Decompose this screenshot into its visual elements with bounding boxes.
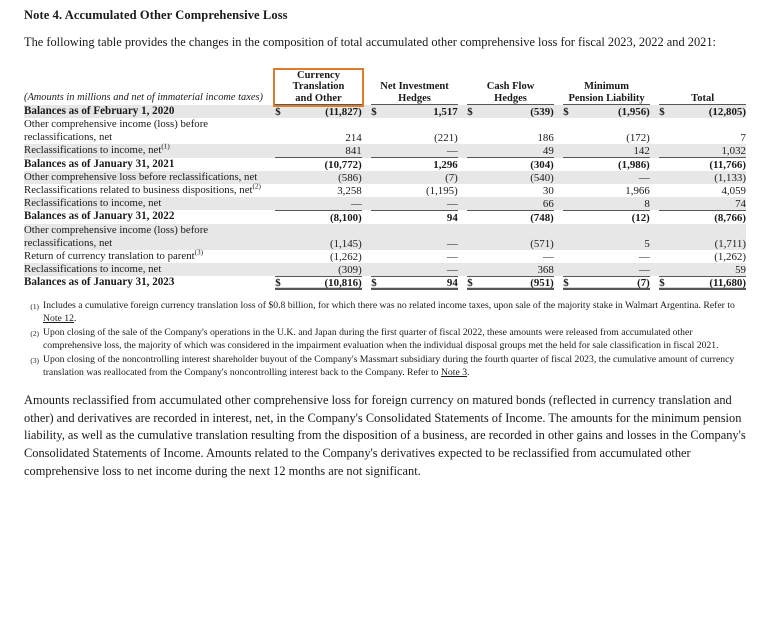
table-cell-value: 4,059 xyxy=(721,185,746,198)
units-note: (Amounts in millions and net of immaterial income taxes) xyxy=(24,92,263,104)
currency-symbol xyxy=(467,144,482,157)
table-cell-value: — xyxy=(638,251,650,264)
currency-symbol xyxy=(563,171,578,184)
column-gap xyxy=(362,144,371,157)
currency-symbol: $ xyxy=(659,105,674,118)
currency-symbol xyxy=(563,210,578,223)
table-cell-value: 3,258 xyxy=(337,185,362,198)
table-cell-value: — xyxy=(578,171,650,184)
table-cell-value: 74 xyxy=(674,197,746,210)
column-header-line: Total xyxy=(691,92,715,104)
aoci-table xyxy=(24,70,746,291)
currency-symbol: $ xyxy=(563,105,578,118)
currency-symbol: $ xyxy=(659,276,674,289)
footnote-marker: (2) xyxy=(252,182,261,191)
currency-symbol xyxy=(563,250,578,263)
column-header-line: Hedges xyxy=(494,92,527,104)
column-gap xyxy=(362,118,371,144)
column-gap xyxy=(554,276,563,289)
column-gap xyxy=(650,171,659,184)
currency-symbol xyxy=(659,224,674,250)
currency-symbol: $ xyxy=(467,105,482,118)
column-gap xyxy=(362,105,371,118)
table-cell-value: (10,816) xyxy=(290,276,362,289)
table-cell-value: (540) xyxy=(482,171,554,184)
table-row xyxy=(24,224,746,250)
currency-symbol xyxy=(563,197,578,210)
column-gap xyxy=(458,197,467,210)
table-cell-value: 7 xyxy=(740,132,746,145)
column-gap xyxy=(458,105,467,118)
currency-symbol xyxy=(467,197,482,210)
table-cell-value: 94 xyxy=(386,276,458,289)
row-label: Balances as of February 1, 2020 xyxy=(24,105,275,118)
column-gap xyxy=(554,171,563,184)
currency-symbol xyxy=(659,184,674,197)
column-gap xyxy=(362,276,371,289)
currency-symbol: $ xyxy=(275,276,290,289)
footnotes xyxy=(24,299,746,379)
currency-symbol xyxy=(659,118,674,144)
currency-symbol xyxy=(275,184,290,197)
table-body xyxy=(24,105,746,290)
currency-symbol xyxy=(659,263,674,276)
table-cell-value: 186 xyxy=(537,132,554,145)
header-gap xyxy=(554,70,563,105)
table-cell-value: (1,956) xyxy=(578,105,650,118)
currency-symbol xyxy=(371,224,386,250)
currency-symbol xyxy=(467,250,482,263)
column-gap xyxy=(554,144,563,157)
column-gap xyxy=(458,171,467,184)
row-label: Reclassifications related to business dispositions, net$^{(2)}$ xyxy=(24,182,261,196)
currency-symbol xyxy=(275,197,290,210)
footnote-text: Includes a cumulative foreign currency translation loss of $0.8 billion, for which there was no related income taxes, upon sale of the majority stake in Walmart Argentina. Refer to Note 12. xyxy=(43,300,735,325)
currency-symbol xyxy=(371,263,386,276)
footnote-text: Upon closing of the noncontrolling interest shareholder buyout of the Company's Massmart subsidiary during the fourth quarter of fiscal 2023, the cumulative amount of currency translation was reallocated from the Company's noncontrolling interest back to the Company. Refer to Note 3. xyxy=(43,354,735,379)
row-label: Balances as of January 31, 2022 xyxy=(24,210,175,223)
currency-symbol xyxy=(563,224,578,250)
table-cell-value: — xyxy=(386,263,458,276)
currency-symbol xyxy=(659,158,674,171)
currency-symbol xyxy=(371,197,386,210)
currency-symbol xyxy=(275,171,290,184)
header-gap xyxy=(362,70,371,105)
footnote xyxy=(24,299,746,325)
column-header-line: Minimum xyxy=(584,81,629,93)
currency-symbol xyxy=(563,118,578,144)
column-gap xyxy=(650,105,659,118)
table-cell-value: 94 xyxy=(386,210,458,223)
table-cell-value: 8 xyxy=(578,197,650,210)
table-cell-value: (12) xyxy=(578,210,650,223)
table-cell-value: 1,966 xyxy=(625,185,650,198)
column-gap xyxy=(362,224,371,250)
table-cell-value: (951) xyxy=(482,276,554,289)
page-title: Note 4. Accumulated Other Comprehensive Loss xyxy=(24,8,288,22)
table-cell-value: (1,262) xyxy=(714,251,746,264)
table-cell-value: — xyxy=(542,251,554,264)
table-header-row xyxy=(24,70,746,105)
table-row xyxy=(24,105,746,118)
table-cell-value: (1,262) xyxy=(329,251,362,264)
table-cell-value: (11,766) xyxy=(674,158,746,171)
currency-symbol xyxy=(371,210,386,223)
currency-symbol xyxy=(467,263,482,276)
column-gap xyxy=(362,171,371,184)
footnote-text: Upon closing of the sale of the Company's operations in the U.K. and Japan during the first quarter of fiscal 2022, these amounts were released from accumulated other comprehensive loss, the majority of which was considered in the impairment evaluation when the individual disposal groups met the held for sale classification in fiscal 2021. xyxy=(43,327,719,352)
currency-symbol xyxy=(659,250,674,263)
table-cell-value: — xyxy=(446,251,458,264)
currency-symbol: $ xyxy=(467,276,482,289)
column-gap xyxy=(650,276,659,289)
currency-symbol xyxy=(467,171,482,184)
currency-symbol xyxy=(659,197,674,210)
currency-symbol: $ xyxy=(563,276,578,289)
currency-symbol xyxy=(275,158,290,171)
column-header-line: Pension Liability xyxy=(568,92,645,104)
column-header-line: Translation xyxy=(292,81,345,93)
column-gap xyxy=(458,158,467,171)
table-row xyxy=(24,197,746,210)
table-cell-value: (539) xyxy=(482,105,554,118)
currency-symbol xyxy=(467,210,482,223)
table-cell-value: 214 xyxy=(345,132,362,145)
column-gap xyxy=(554,263,563,276)
row-label: Balances as of January 31, 2023 xyxy=(24,276,175,289)
table-cell-value: (586) xyxy=(290,171,362,184)
currency-symbol xyxy=(371,158,386,171)
column-gap xyxy=(458,118,467,144)
table-row xyxy=(24,118,746,144)
column-gap xyxy=(650,224,659,250)
column-gap xyxy=(362,184,371,197)
currency-symbol xyxy=(371,118,386,144)
footnote-marker: (1) xyxy=(30,302,39,312)
column-header-cash-flow-hedges xyxy=(467,70,554,105)
table-cell-value: 5 xyxy=(578,224,650,250)
column-gap xyxy=(458,276,467,289)
currency-symbol xyxy=(659,144,674,157)
column-gap xyxy=(650,144,659,157)
currency-symbol xyxy=(275,210,290,223)
column-gap xyxy=(650,158,659,171)
currency-symbol: $ xyxy=(275,105,290,118)
footnote-marker: (3) xyxy=(30,356,39,366)
column-gap xyxy=(650,263,659,276)
table-cell-value: 49 xyxy=(482,144,554,157)
footnote-marker: (3) xyxy=(194,248,203,257)
column-header-line: Cash Flow xyxy=(486,81,535,93)
header-gap xyxy=(650,70,659,105)
table-cell-value: 1,296 xyxy=(386,158,458,171)
currency-symbol xyxy=(371,184,386,197)
table-cell-value: — xyxy=(578,263,650,276)
table-cell-value: (12,805) xyxy=(674,105,746,118)
closing-paragraph: Amounts reclassified from accumulated other comprehensive loss for foreign currency on matured bonds (reflected in currency translation and other) and derivatives are recorded in interest, net, in the Company's Consolidated Statements of Income. The amounts for the minimum pension liability, as well as the cumulative translation resulting from the disposition of a business, are recorded in other gains and losses in the Company's Consolidated Statements of Income. Amounts related to the Company's derivatives expected to be reclassified from accumulated other comprehensive loss to net income during the next 12 months are not significant. xyxy=(24,393,746,478)
column-gap xyxy=(362,158,371,171)
currency-symbol xyxy=(563,184,578,197)
column-gap xyxy=(458,144,467,157)
table-row xyxy=(24,263,746,276)
column-header-currency-translation-and-other xyxy=(275,70,362,105)
column-gap xyxy=(362,250,371,263)
table-row xyxy=(24,210,746,223)
table-row xyxy=(24,276,746,289)
table-cell-value: 59 xyxy=(674,263,746,276)
column-header-line: Currency xyxy=(296,69,340,81)
table-cell-value: (748) xyxy=(482,210,554,223)
row-label: Reclassifications to income, net$^{(1)}$ xyxy=(24,144,275,157)
table-row xyxy=(24,171,746,184)
column-gap xyxy=(458,224,467,250)
table-cell-value: 368 xyxy=(482,263,554,276)
column-gap xyxy=(362,197,371,210)
column-gap xyxy=(554,210,563,223)
row-label: Other comprehensive loss before reclassifications, net xyxy=(24,171,275,184)
table-cell-value: (309) xyxy=(290,263,362,276)
currency-symbol xyxy=(275,144,290,157)
header-gap xyxy=(458,70,467,105)
currency-symbol xyxy=(563,158,578,171)
footnote-link[interactable]: Note 12 xyxy=(43,313,74,325)
row-label: Reclassifications to income, net xyxy=(24,197,275,210)
column-gap xyxy=(362,263,371,276)
footnote-link[interactable]: Note 3 xyxy=(440,367,468,379)
currency-symbol xyxy=(659,210,674,223)
footnote xyxy=(24,353,746,379)
column-gap xyxy=(554,118,563,144)
table-cell-value: (11,827) xyxy=(290,105,362,118)
table-cell-value: (8,766) xyxy=(674,210,746,223)
table-cell-value: (11,680) xyxy=(674,276,746,289)
row-label: Other comprehensive income (loss) before reclassifications, net xyxy=(24,117,209,144)
table-cell-value: (221) xyxy=(434,132,458,145)
footnote xyxy=(24,326,746,352)
currency-symbol xyxy=(467,184,482,197)
currency-symbol xyxy=(275,118,290,144)
table-row xyxy=(24,144,746,157)
row-label: Reclassifications to income, net xyxy=(24,263,275,276)
table-cell-value: (8,100) xyxy=(290,210,362,223)
currency-symbol xyxy=(467,118,482,144)
table-cell-value: 1,032 xyxy=(674,144,746,157)
column-gap xyxy=(650,210,659,223)
table-cell-value: (571) xyxy=(482,224,554,250)
column-gap xyxy=(650,197,659,210)
table-cell-value: (1,986) xyxy=(578,158,650,171)
column-gap xyxy=(362,210,371,223)
table-cell-value: (172) xyxy=(626,132,650,145)
column-gap xyxy=(650,250,659,263)
column-gap xyxy=(554,224,563,250)
column-gap xyxy=(458,184,467,197)
table-cell-value: (7) xyxy=(386,171,458,184)
row-label: Return of currency translation to parent$^{(3)}$ xyxy=(24,248,203,263)
column-gap xyxy=(554,197,563,210)
table-cell-value: 30 xyxy=(542,185,554,198)
column-gap xyxy=(554,250,563,263)
table-row xyxy=(24,184,746,197)
table-cell-value: (10,772) xyxy=(290,158,362,171)
table-cell-value: — xyxy=(386,144,458,157)
table-cell-value: (1,711) xyxy=(674,224,746,250)
column-header-line: Net Investment xyxy=(380,81,449,93)
currency-symbol: $ xyxy=(371,276,386,289)
column-gap xyxy=(458,210,467,223)
table-cell-value: 66 xyxy=(482,197,554,210)
currency-symbol xyxy=(563,263,578,276)
table-cell-value: (1,195) xyxy=(426,185,458,198)
table-cell-value: — xyxy=(290,197,362,210)
row-label: Other comprehensive income (loss) before reclassifications, net xyxy=(24,224,275,250)
column-gap xyxy=(650,118,659,144)
currency-symbol xyxy=(275,250,290,263)
column-gap xyxy=(554,184,563,197)
table-cell-value: 142 xyxy=(578,144,650,157)
column-gap xyxy=(458,263,467,276)
table-cell-value: (7) xyxy=(578,276,650,289)
currency-symbol xyxy=(467,158,482,171)
column-gap xyxy=(650,184,659,197)
footnote-marker: (1) xyxy=(161,142,170,151)
table-row xyxy=(24,158,746,171)
table-cell-value: (304) xyxy=(482,158,554,171)
table-row xyxy=(24,250,746,263)
column-header-minimum-pension-liability xyxy=(563,70,650,105)
currency-symbol: $ xyxy=(371,105,386,118)
intro-paragraph: The following table provides the changes in the composition of total accumulated other comprehensive loss for fiscal 2023, 2022 and 2021: xyxy=(24,35,716,49)
table-cell-value: (1,145) xyxy=(290,224,362,250)
table-cell-value: 1,517 xyxy=(386,105,458,118)
table-cell-value: 841 xyxy=(290,144,362,157)
currency-symbol xyxy=(371,250,386,263)
currency-symbol xyxy=(371,144,386,157)
column-header-line: and Other xyxy=(295,92,342,104)
currency-symbol xyxy=(371,171,386,184)
column-header-line: Hedges xyxy=(398,92,431,104)
column-gap xyxy=(554,158,563,171)
column-gap xyxy=(554,105,563,118)
currency-symbol xyxy=(275,263,290,276)
table-cell-value: — xyxy=(386,224,458,250)
column-gap xyxy=(458,250,467,263)
column-header-net-investment-hedges xyxy=(371,70,458,105)
currency-symbol xyxy=(659,171,674,184)
column-header-total xyxy=(659,70,746,105)
table-cell-value: (1,133) xyxy=(674,171,746,184)
table-header xyxy=(24,70,746,105)
currency-symbol xyxy=(467,224,482,250)
table-cell-value: — xyxy=(386,197,458,210)
currency-symbol xyxy=(563,144,578,157)
row-label: Balances as of January 31, 2021 xyxy=(24,157,175,170)
currency-symbol xyxy=(275,224,290,250)
footnote-marker: (2) xyxy=(30,329,39,339)
